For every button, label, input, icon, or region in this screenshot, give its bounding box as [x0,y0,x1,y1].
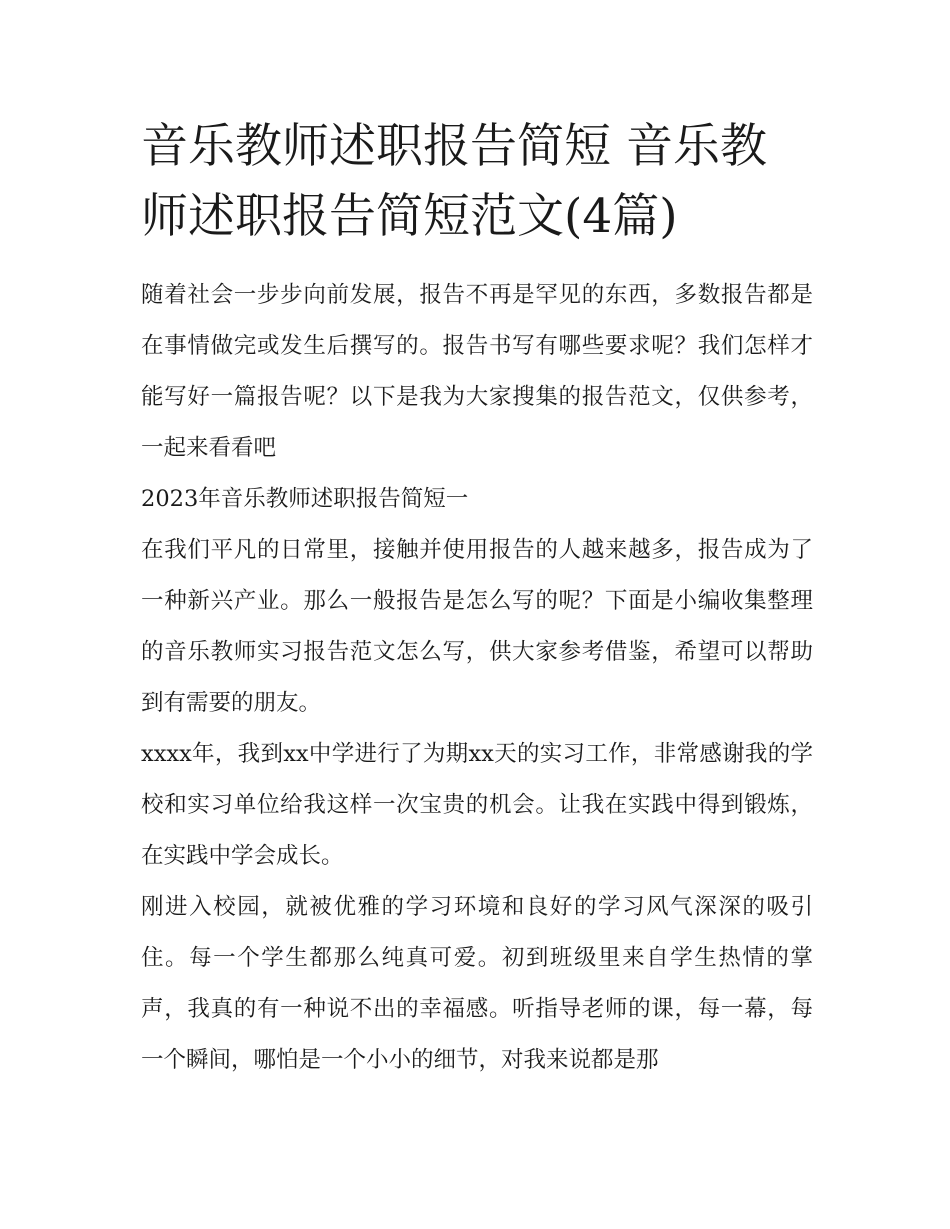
intro-paragraph: 随着社会一步步向前发展，报告不再是罕见的东西，多数报告都是在事情做完或发生后撰写的。报告书写有哪些要求呢？我们怎样才能写好一篇报告呢？以下是我为大家搜集的报告范文，仅供参考，一起来看看吧 [141,282,813,461]
body-paragraph: 在我们平凡的日常里，接触并使用报告的人越来越多，报告成为了一种新兴产业。那么一般报告是怎么写的呢？下面是小编收集整理的音乐教师实习报告范文怎么写，供大家参考借鉴，希望可以帮助到有需要的朋友。 [141,537,813,716]
document-title: 音乐教师述职报告简短 音乐教师述职报告简短范文(4篇) [141,119,767,244]
document-page [141,112,813,1086]
section-heading: 2023年音乐教师述职报告简短一 [141,486,469,512]
body-paragraph: 刚进入校园，就被优雅的学习环境和良好的学习风气深深的吸引住。每一个学生都那么纯真可爱。初到班级里来自学生热情的掌声，我真的有一种说不出的幸福感。听指导老师的课，每一幕，每一个瞬间，哪怕是一个小小的细节，对我来说都是那 [141,894,813,1073]
body-paragraph: xxxx年，我到xx中学进行了为期xx天的实习工作，非常感谢我的学校和实习单位给我这样一次宝贵的机会。让我在实践中得到锻炼，在实践中学会成长。 [141,741,813,869]
